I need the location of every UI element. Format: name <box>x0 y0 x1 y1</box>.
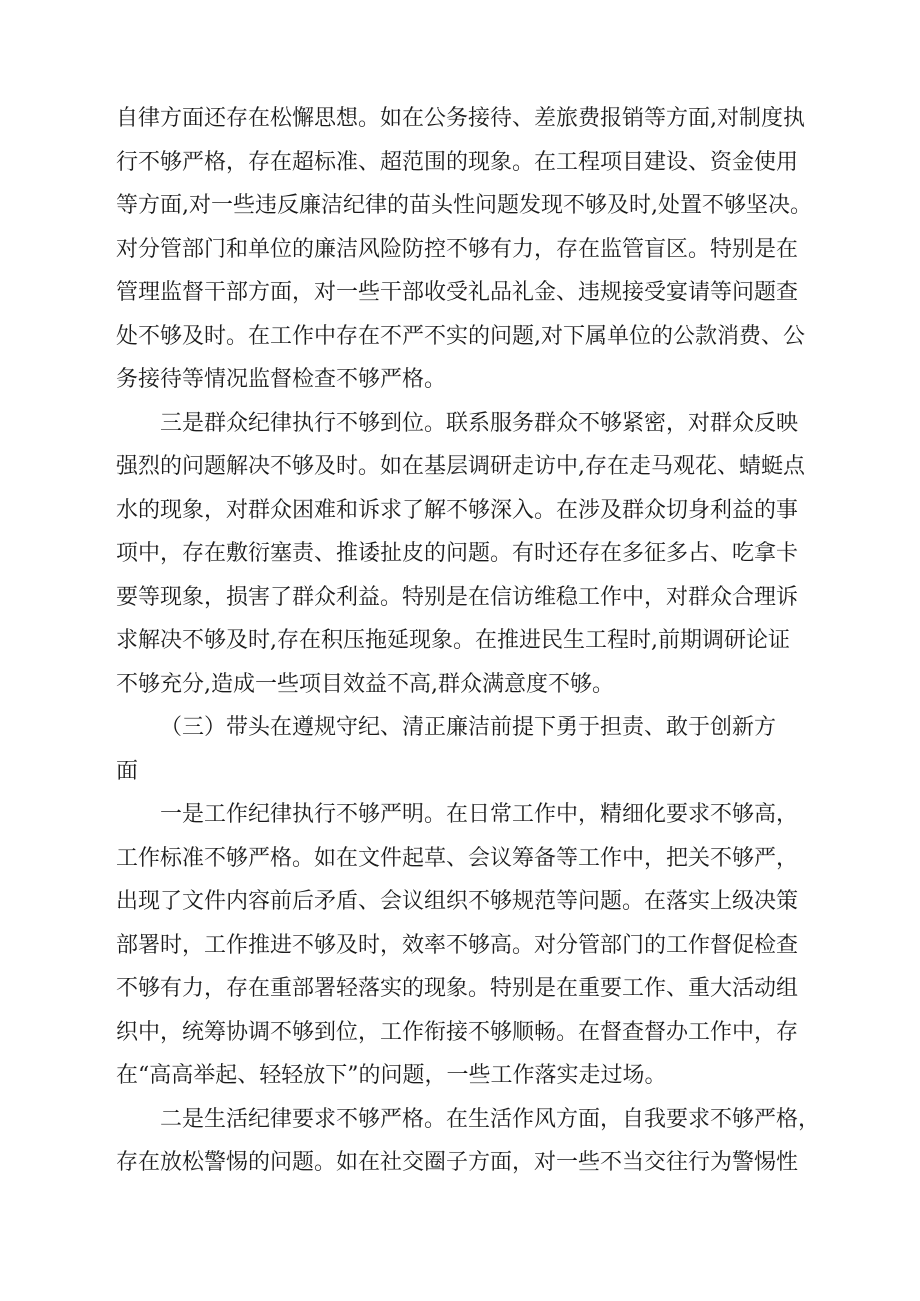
section-heading-three <box>116 706 836 793</box>
text-line: 务接待等情况监督检查不够严格。 <box>116 367 447 392</box>
text-line: 在“高高举起、轻轻放下”的问题，一些工作落实走过场。 <box>116 1063 667 1088</box>
heading-line: （三）带头在遵规守纪、清正廉洁前提下勇于担责、敢于创新方 <box>160 715 777 740</box>
text-line: 对分管部门和单位的廉洁风险防控不够有力，存在监管盲区。特别是在 <box>116 236 799 262</box>
text-line: 存在放松警惕的问题。如在社交圈子方面，对一些不当交往行为警惕性 <box>116 1150 799 1175</box>
text-line: 不够有力，存在重部署轻落实的现象。特别是在重要工作、重大活动组 <box>116 976 799 1001</box>
text-line: 织中，统筹协调不够到位，工作衔接不够顺畅。在督查督办工作中，存 <box>116 1019 799 1045</box>
text-line: 要等现象，损害了群众利益。特别是在信访维稳工作中，对群众合理诉 <box>116 584 799 610</box>
text-line: 等方面,对一些违反廉洁纪律的苗头性问题发现不够及时,处置不够坚决。 <box>116 193 812 218</box>
text-line: 自律方面还存在松懈思想。如在公务接待、差旅费报销等方面,对制度执 <box>116 106 805 131</box>
document-body <box>116 97 836 1185</box>
text-line: 水的现象，对群众困难和诉求了解不够深入。在涉及群众切身利益的事 <box>116 497 799 523</box>
text-line: 项中，存在敷衍塞责、推诿扯皮的问题。有时还存在多征多占、吃拿卡 <box>116 541 799 566</box>
text-line: 管理监督干部方面，对一些干部收受礼品礼金、违规接受宴请等问题查 <box>116 280 799 305</box>
text-line: 一是工作纪律执行不够严明。在日常工作中，精细化要求不够高， <box>160 802 799 827</box>
text-line: 处不够及时。在工作中存在不严不实的问题,对下属单位的公款消费、公 <box>116 323 805 349</box>
paragraph-mass-discipline <box>116 402 836 707</box>
text-line: 出现了文件内容前后矛盾、会议组织不够规范等问题。在落实上级决策 <box>116 889 799 914</box>
text-line: 三是群众纪律执行不够到位。联系服务群众不够紧密，对群众反映 <box>160 410 799 436</box>
text-line: 部署时，工作推进不够及时，效率不够高。对分管部门的工作督促检查 <box>116 932 799 958</box>
paragraph-work-discipline <box>116 793 836 1098</box>
paragraph-life-discipline <box>116 1098 836 1185</box>
text-line: 强烈的问题解决不够及时。如在基层调研走访中,存在走马观花、蜻蜓点 <box>116 454 805 479</box>
text-line: 行不够严格，存在超标准、超范围的现象。在工程项目建设、资金使用 <box>116 149 799 175</box>
heading-line: 面 <box>116 758 139 784</box>
text-line: 求解决不够及时,存在积压拖延现象。在推进民生工程时,前期调研论证 <box>116 628 790 653</box>
text-line: 二是生活纪律要求不够严格。在生活作风方面，自我要求不够严格， <box>160 1106 821 1132</box>
text-line: 不够充分,造成一些项目效益不高,群众满意度不够。 <box>116 671 614 697</box>
text-line: 工作标准不够严格。如在文件起草、会议筹备等工作中，把关不够严， <box>116 845 799 871</box>
paragraph-discipline-self <box>116 97 836 402</box>
